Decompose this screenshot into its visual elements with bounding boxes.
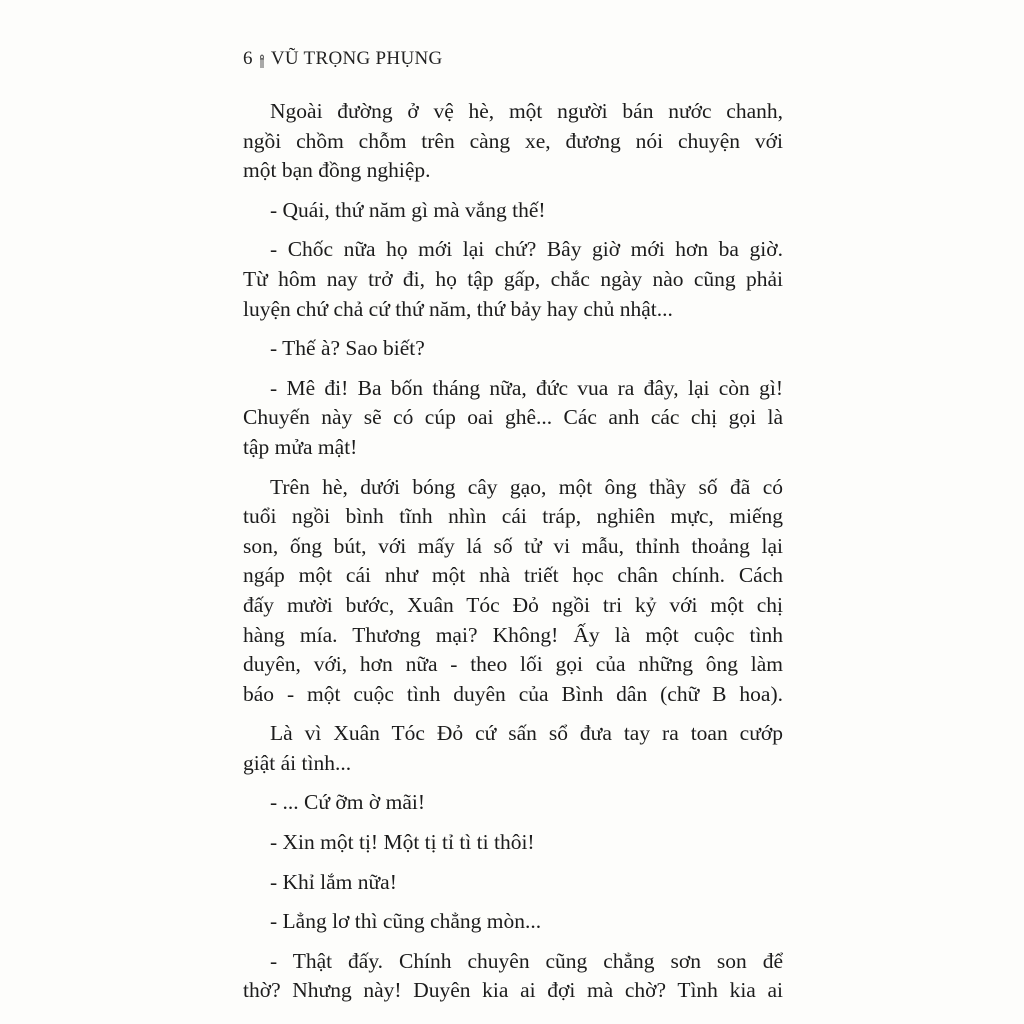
text-line: thờ? Nhưng này! Duyên kia ai đợi mà chờ? Tình kia ai: [243, 978, 783, 1003]
paragraph: [243, 196, 783, 226]
text-line: - Lẳng lơ thì cũng chẳng mòn...: [270, 909, 542, 934]
page-number: 6: [243, 48, 253, 69]
paragraph: [243, 473, 783, 710]
text-line: - Mê đi! Ba bốn tháng nữa, đức vua ra đây, lại còn gì!: [270, 375, 783, 400]
text-line: Chuyến này sẽ có cúp oai ghê... Các anh các chị gọi là: [243, 405, 783, 430]
text-line: - Khỉ lắm nữa!: [270, 869, 397, 894]
text-line: giật ái tình...: [243, 750, 352, 775]
text-line: đấy mười bước, Xuân Tóc Đỏ ngồi tri kỷ với một chị: [243, 592, 783, 617]
text-line: ngáp một cái như một nhà triết học chân chính. Cách: [243, 563, 783, 588]
text-line: Từ hôm nay trở đi, họ tập gấp, chắc ngày nào cũng phải: [243, 266, 783, 291]
body-text: [243, 97, 783, 1006]
text-line: tập mửa mật!: [243, 434, 358, 459]
running-header: [243, 48, 443, 70]
paragraph: [243, 235, 783, 324]
text-line: Ngoài đường ở vệ hè, một người bán nước chanh,: [270, 99, 783, 123]
text-line: tuổi ngồi bình tĩnh nhìn cái tráp, nghiên mực, miếng: [243, 504, 783, 529]
text-line: báo - một cuộc tình duyên của Bình dân (chữ B hoa).: [243, 681, 783, 706]
text-line: Là vì Xuân Tóc Đỏ cứ sấn sổ đưa tay ra toan cướp: [270, 721, 783, 746]
text-line: son, ống bút, với mấy lá số tử vi mẫu, thỉnh thoảng lại: [243, 533, 783, 558]
paragraph: [243, 868, 783, 898]
text-line: - Xin một tị! Một tị tỉ tì ti thôi!: [270, 830, 535, 855]
paragraph: [243, 907, 783, 937]
text-line: hàng mía. Thương mại? Không! Ấy là một cuộc tình: [243, 622, 783, 647]
text-line: - Chốc nữa họ mới lại chứ? Bây giờ mới hơn ba giờ.: [270, 237, 783, 262]
text-line: - Thế à? Sao biết?: [270, 336, 425, 361]
text-line: Trên hè, dưới bóng cây gạo, một ông thầy số đã có: [270, 474, 783, 499]
paragraph: [243, 788, 783, 818]
text-line: - Quái, thứ năm gì mà vắng thế!: [270, 197, 546, 222]
paragraph: [243, 719, 783, 778]
paragraph: [243, 374, 783, 463]
text-line: - Thật đấy. Chính chuyên cũng chẳng sơn son để: [270, 948, 783, 973]
book-ornament-icon: [258, 52, 266, 66]
text-line: ngồi chồm chỗm trên càng xe, đương nói chuyện với: [243, 128, 783, 153]
paragraph: [243, 828, 783, 858]
text-line: một bạn đồng nghiệp.: [243, 158, 431, 183]
text-line: luyện chứ chả cứ thứ năm, thứ bảy hay chủ nhật...: [243, 296, 673, 321]
paragraph: [243, 947, 783, 1006]
text-line: duyên, với, hơn nữa - theo lối gọi của những ông làm: [243, 652, 783, 677]
paragraph: [243, 97, 783, 186]
paragraph: [243, 334, 783, 364]
text-line: - ... Cứ ỡm ờ mãi!: [270, 790, 426, 815]
author-name: VŨ TRỌNG PHỤNG: [270, 48, 443, 69]
